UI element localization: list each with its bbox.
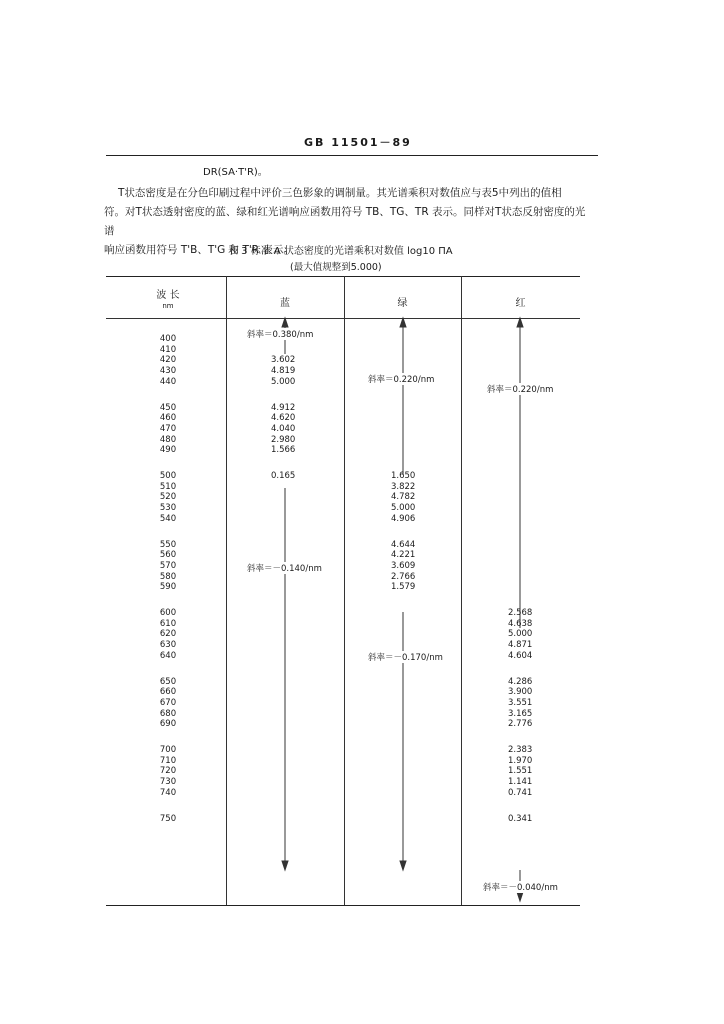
blue-value-cell: 4.040 bbox=[271, 423, 296, 434]
wavelength-cell: 420 bbox=[159, 355, 177, 366]
wavelength-cell: 650 bbox=[159, 676, 177, 687]
wavelength-cell: 530 bbox=[159, 503, 177, 514]
slope-label-blue-up: 斜率＝0.380/nm bbox=[247, 330, 314, 340]
wavelength-cell: 660 bbox=[159, 687, 177, 698]
blue-value-cell: 0.165 bbox=[271, 471, 296, 481]
green-value-cell: 1.650 bbox=[391, 471, 416, 481]
slope-label-red-up: 斜率＝0.220/nm bbox=[487, 385, 554, 395]
wavelength-cell: 450 bbox=[159, 402, 177, 413]
red-value-cell: 4.604 bbox=[508, 650, 533, 661]
wavelength-cell: 400 bbox=[159, 334, 177, 344]
blue-value-cell: 4.620 bbox=[271, 413, 296, 424]
wavelength-cell: 710 bbox=[159, 755, 177, 766]
header-red: 红 bbox=[515, 298, 526, 309]
wavelength-cell: 560 bbox=[159, 550, 177, 561]
wavelength-cell: 580 bbox=[159, 571, 177, 582]
red-value-cell: 5.000 bbox=[508, 629, 533, 640]
green-value-cell: 4.782 bbox=[391, 492, 416, 503]
red-value-cell: 0.741 bbox=[508, 787, 533, 798]
wavelength-cell: 640 bbox=[159, 650, 177, 661]
red-value-cell: 4.286 bbox=[508, 676, 533, 687]
red-value-cell: 3.900 bbox=[508, 687, 533, 698]
green-value-cell: 4.644 bbox=[391, 539, 416, 550]
document-header: GB 11501－89 bbox=[304, 136, 412, 149]
wavelength-cell: 520 bbox=[159, 492, 177, 503]
wavelength-cell: 510 bbox=[159, 481, 177, 492]
paragraph-line: 响应函数用符号 T'B、T'G 和 T'R 表示。 bbox=[104, 244, 294, 256]
wavelength-cell: 680 bbox=[159, 708, 177, 719]
wavelength-cell: 720 bbox=[159, 766, 177, 777]
wavelength-cell: 750 bbox=[159, 813, 177, 824]
wavelength-cell: 500 bbox=[159, 471, 177, 481]
wavelength-cell: 670 bbox=[159, 697, 177, 708]
slope-label-green-down: 斜率＝－0.170/nm bbox=[368, 653, 443, 663]
wavelength-cell: 490 bbox=[159, 445, 177, 456]
wavelength-cell: 740 bbox=[159, 787, 177, 798]
red-value-cell: 1.551 bbox=[508, 766, 533, 777]
slope-label-green-up: 斜率＝0.220/nm bbox=[368, 375, 435, 385]
wavelength-cell: 440 bbox=[159, 376, 177, 387]
blue-value-cell: 4.819 bbox=[271, 366, 296, 377]
wavelength-cell: 610 bbox=[159, 618, 177, 629]
red-value-cell: 4.638 bbox=[508, 618, 533, 629]
header-wavelength: 波 长 bbox=[156, 290, 180, 301]
wavelength-cell: 480 bbox=[159, 434, 177, 445]
wavelength-cell: 410 bbox=[159, 344, 177, 355]
red-value-cell: 1.141 bbox=[508, 777, 533, 788]
paragraph-line: T状态密度是在分色印刷过程中评价三色影象的调制量。其光谱乘积对数值应与表5中列出的值相 bbox=[118, 187, 562, 199]
red-value-cell: 0.341 bbox=[508, 813, 533, 824]
slope-label-blue-down: 斜率＝－0.140/nm bbox=[247, 564, 322, 574]
wavelength-cell: 430 bbox=[159, 366, 177, 377]
blue-value-cell: 2.980 bbox=[271, 434, 296, 445]
red-value-cell: 2.568 bbox=[508, 608, 533, 618]
red-value-cell: 2.776 bbox=[508, 719, 533, 730]
red-value-cell: 1.970 bbox=[508, 755, 533, 766]
wavelength-cell: 730 bbox=[159, 777, 177, 788]
wavelength-cell: 690 bbox=[159, 719, 177, 730]
green-value-cell: 2.766 bbox=[391, 571, 416, 582]
formula-line: DR(SA·T'R)。 bbox=[203, 167, 268, 178]
red-value-cell: 3.165 bbox=[508, 708, 533, 719]
green-value-cell: 4.906 bbox=[391, 513, 416, 524]
header-green: 绿 bbox=[397, 298, 408, 309]
slope-label-red-down: 斜率＝－0.040/nm bbox=[483, 883, 558, 893]
blue-value-cell: 1.566 bbox=[271, 445, 296, 456]
green-value-cell: 4.221 bbox=[391, 550, 416, 561]
green-value-cell: 3.609 bbox=[391, 560, 416, 571]
header-blue: 蓝 bbox=[280, 298, 290, 309]
green-value-cell: 1.579 bbox=[391, 582, 416, 593]
wavelength-cell: 540 bbox=[159, 513, 177, 524]
wavelength-cell: 600 bbox=[159, 608, 177, 618]
red-value-cell: 4.871 bbox=[508, 640, 533, 651]
wavelength-cell: 630 bbox=[159, 640, 177, 651]
blue-value-cell: 3.602 bbox=[271, 355, 296, 366]
blue-value-cell: 4.912 bbox=[271, 402, 296, 413]
red-value-cell: 3.551 bbox=[508, 697, 533, 708]
blue-value-cell: 5.000 bbox=[271, 376, 296, 387]
header-unit: nm bbox=[162, 302, 174, 310]
wavelength-cell: 590 bbox=[159, 582, 177, 593]
red-value-cell: 2.383 bbox=[508, 745, 533, 755]
table-caption: 表 3 标准 A 状态密度的光谱乘积对数值 log10 ΠA bbox=[228, 246, 453, 257]
wavelength-cell: 620 bbox=[159, 629, 177, 640]
paragraph-line: 符。对T状态透射密度的蓝、绿和红光谱响应函数用符号 TB、TG、TR 表示。同样对T状态反射密度的光谱 bbox=[104, 206, 586, 237]
green-value-cell: 3.822 bbox=[391, 481, 416, 492]
wavelength-cell: 550 bbox=[159, 539, 177, 550]
green-value-cell: 5.000 bbox=[391, 503, 416, 514]
wavelength-cell: 700 bbox=[159, 745, 177, 755]
wavelength-cell: 460 bbox=[159, 413, 177, 424]
wavelength-cell: 470 bbox=[159, 423, 177, 434]
wavelength-cell: 570 bbox=[159, 560, 177, 571]
table-subcaption: (最大值规整到5.000) bbox=[290, 262, 382, 273]
